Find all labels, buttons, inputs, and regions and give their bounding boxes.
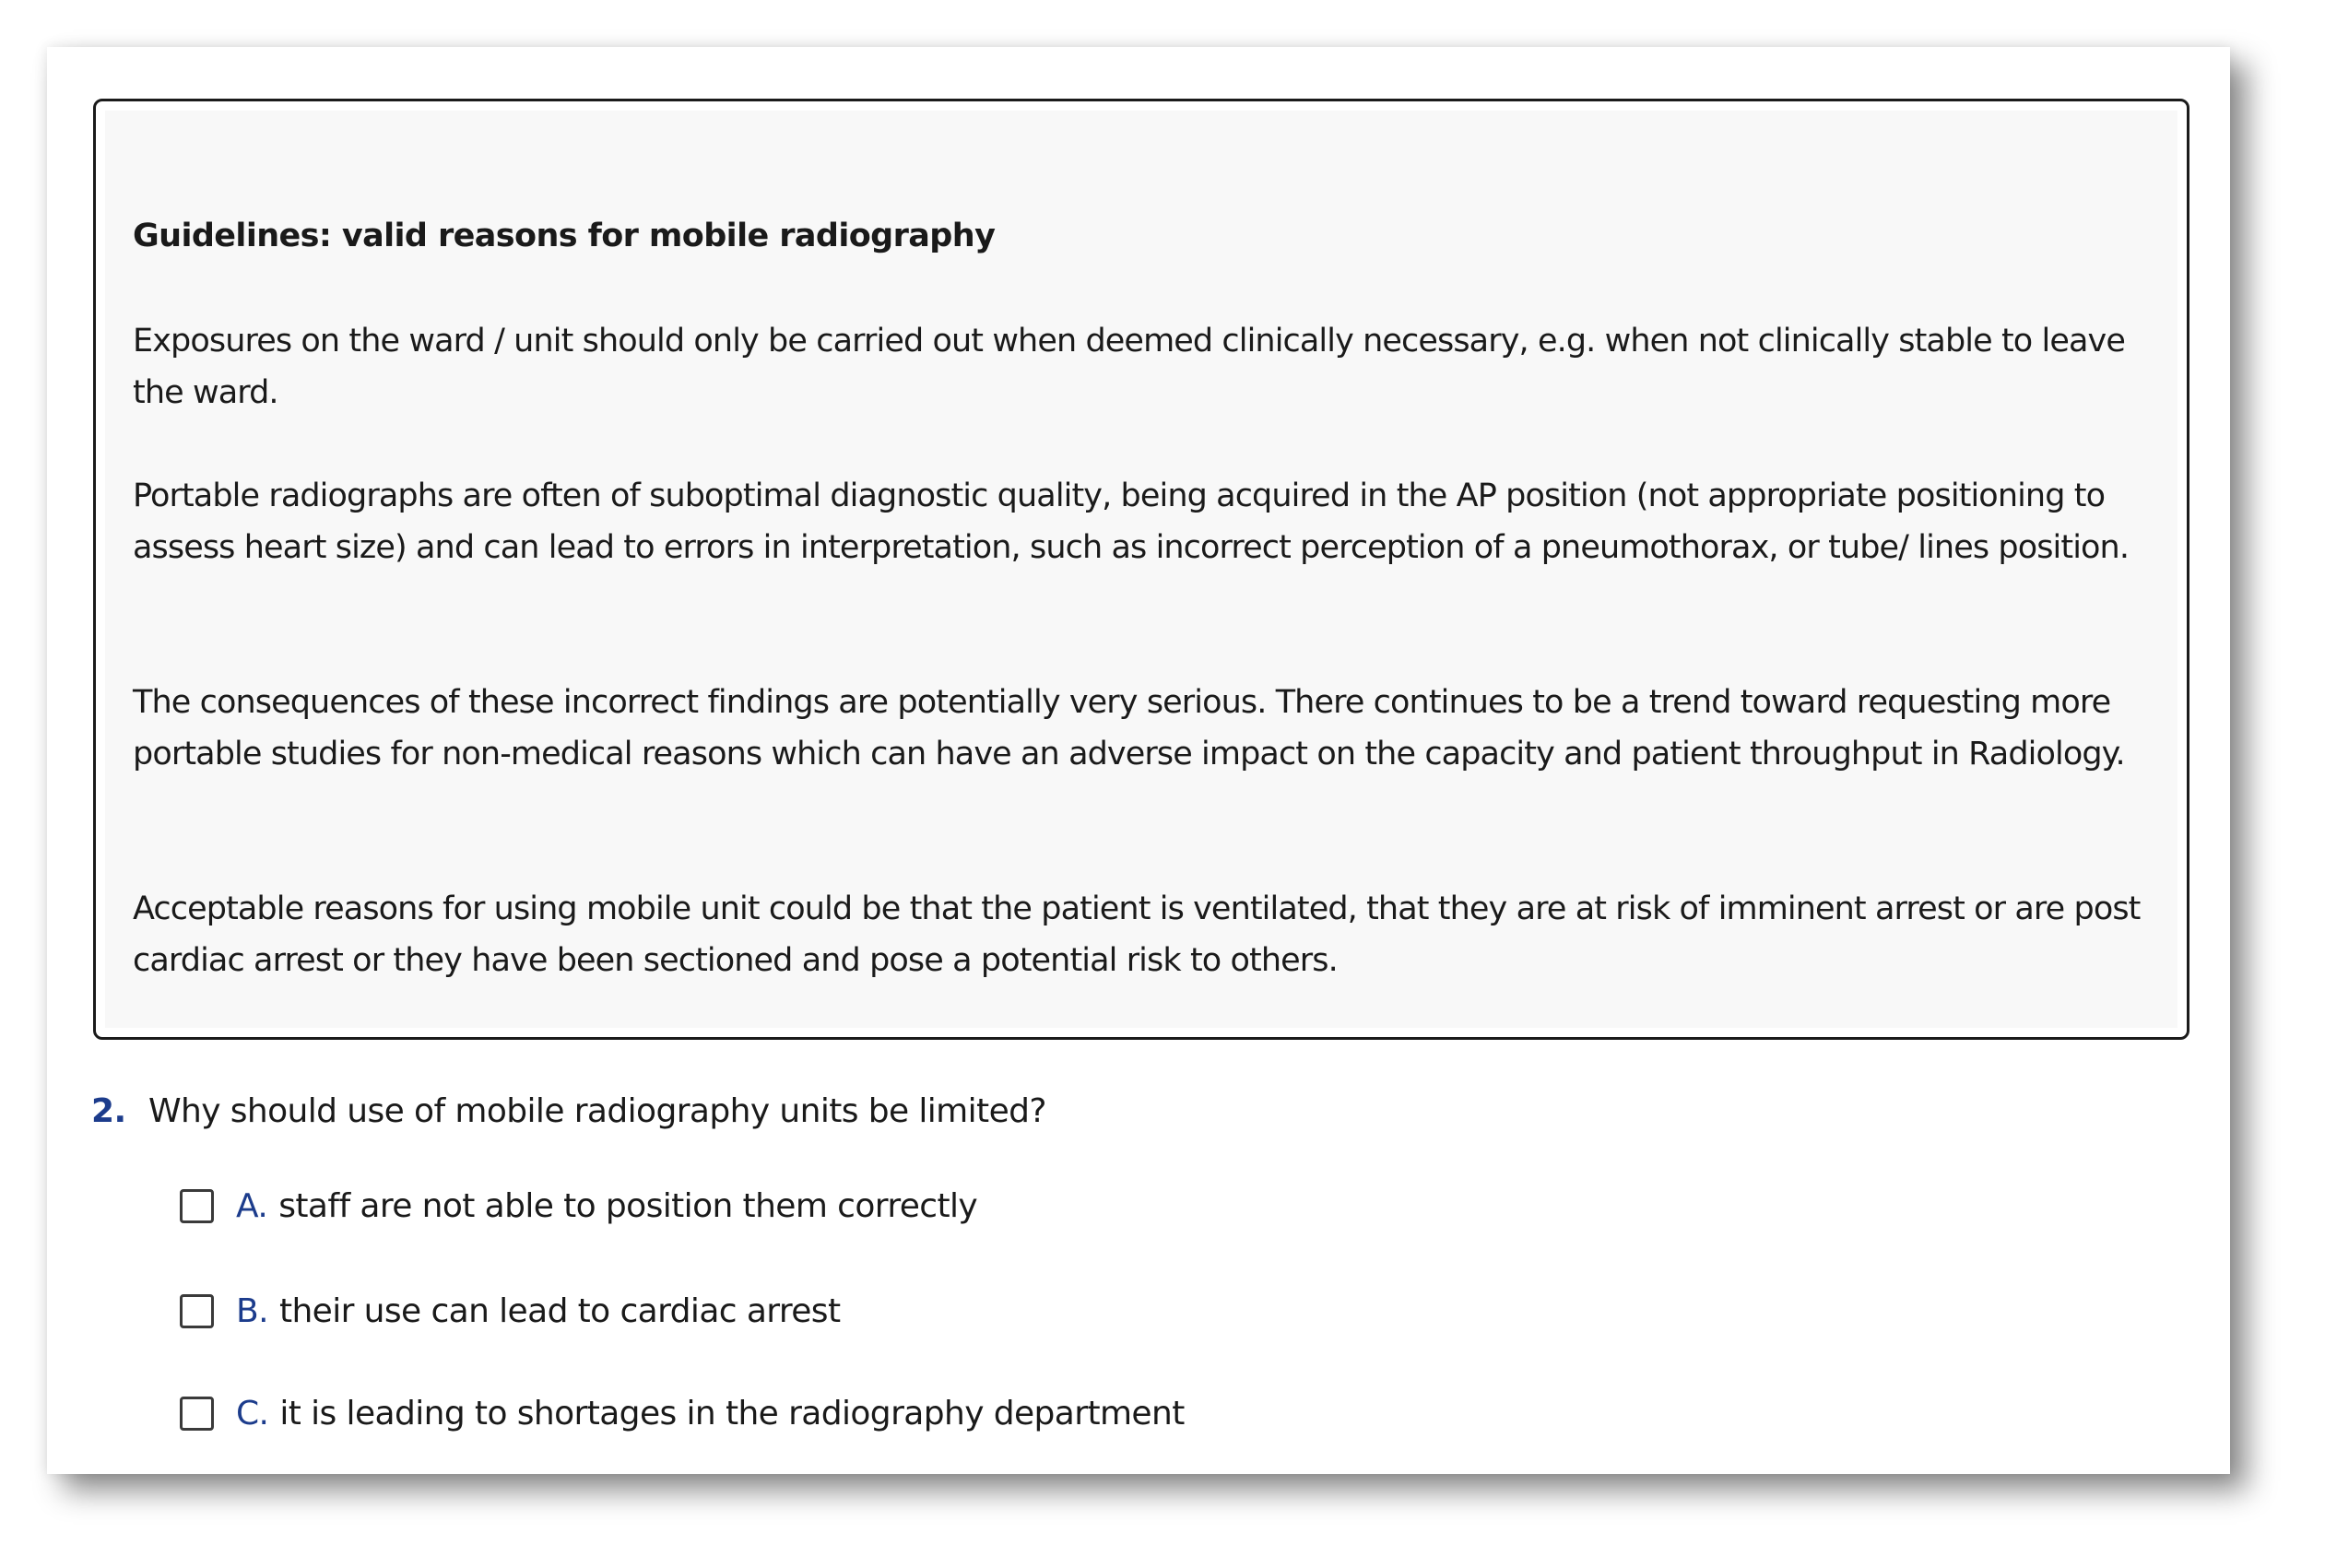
option-text-b: their use can lead to cardiac arrest [278,1291,841,1330]
question-number: 2. [91,1092,126,1130]
guidelines-paragraph-4: Acceptable reasons for using mobile unit could be that the patient is ventilated, that they are at risk of imminent arrest or are post cardiac arrest or they have been sectioned and pose a potential risk to others. [133,890,2141,979]
answer-option-c[interactable] [180,1390,1185,1436]
guidelines-paragraph-3: The consequences of these incorrect findings are potentially very serious. There continues to be a trend toward requesting more portable studies for non-medical reasons which can have an adverse impact on the capacity and patient throughput in Radiology. [133,684,2125,772]
option-text-c: it is leading to shortages in the radiography department [279,1394,1185,1432]
guidelines-paragraph-1: Exposures on the ward / unit should only be carried out when deemed clinically necessary, e.g. when not clinically stable to leave the ward. [133,323,2125,411]
answer-option-b[interactable] [180,1288,840,1334]
option-letter-b: B. [236,1291,268,1330]
option-letter-a: A. [236,1186,268,1225]
checkbox-a[interactable] [180,1189,214,1223]
guidelines-box [93,99,2189,1040]
answer-option-a[interactable] [180,1183,977,1229]
content-card [47,47,2230,1474]
guidelines-title: Guidelines: valid reasons for mobile radiography [133,218,996,254]
question-prompt [91,1089,1046,1135]
checkbox-b[interactable] [180,1294,214,1328]
option-text-a: staff are not able to position them correctly [278,1186,978,1225]
checkbox-c[interactable] [180,1397,214,1431]
option-letter-c: C. [236,1394,269,1432]
question-text: Why should use of mobile radiography units be limited? [148,1092,1046,1130]
guidelines-box-inner [105,111,2177,1028]
guidelines-paragraph-2: Portable radiographs are often of suboptimal diagnostic quality, being acquired in the AP position (not appropriate positioning to assess heart size) and can lead to errors in interpretation, such as incorrect perception of a pneumothorax, or tube/ lines position. [133,477,2130,566]
